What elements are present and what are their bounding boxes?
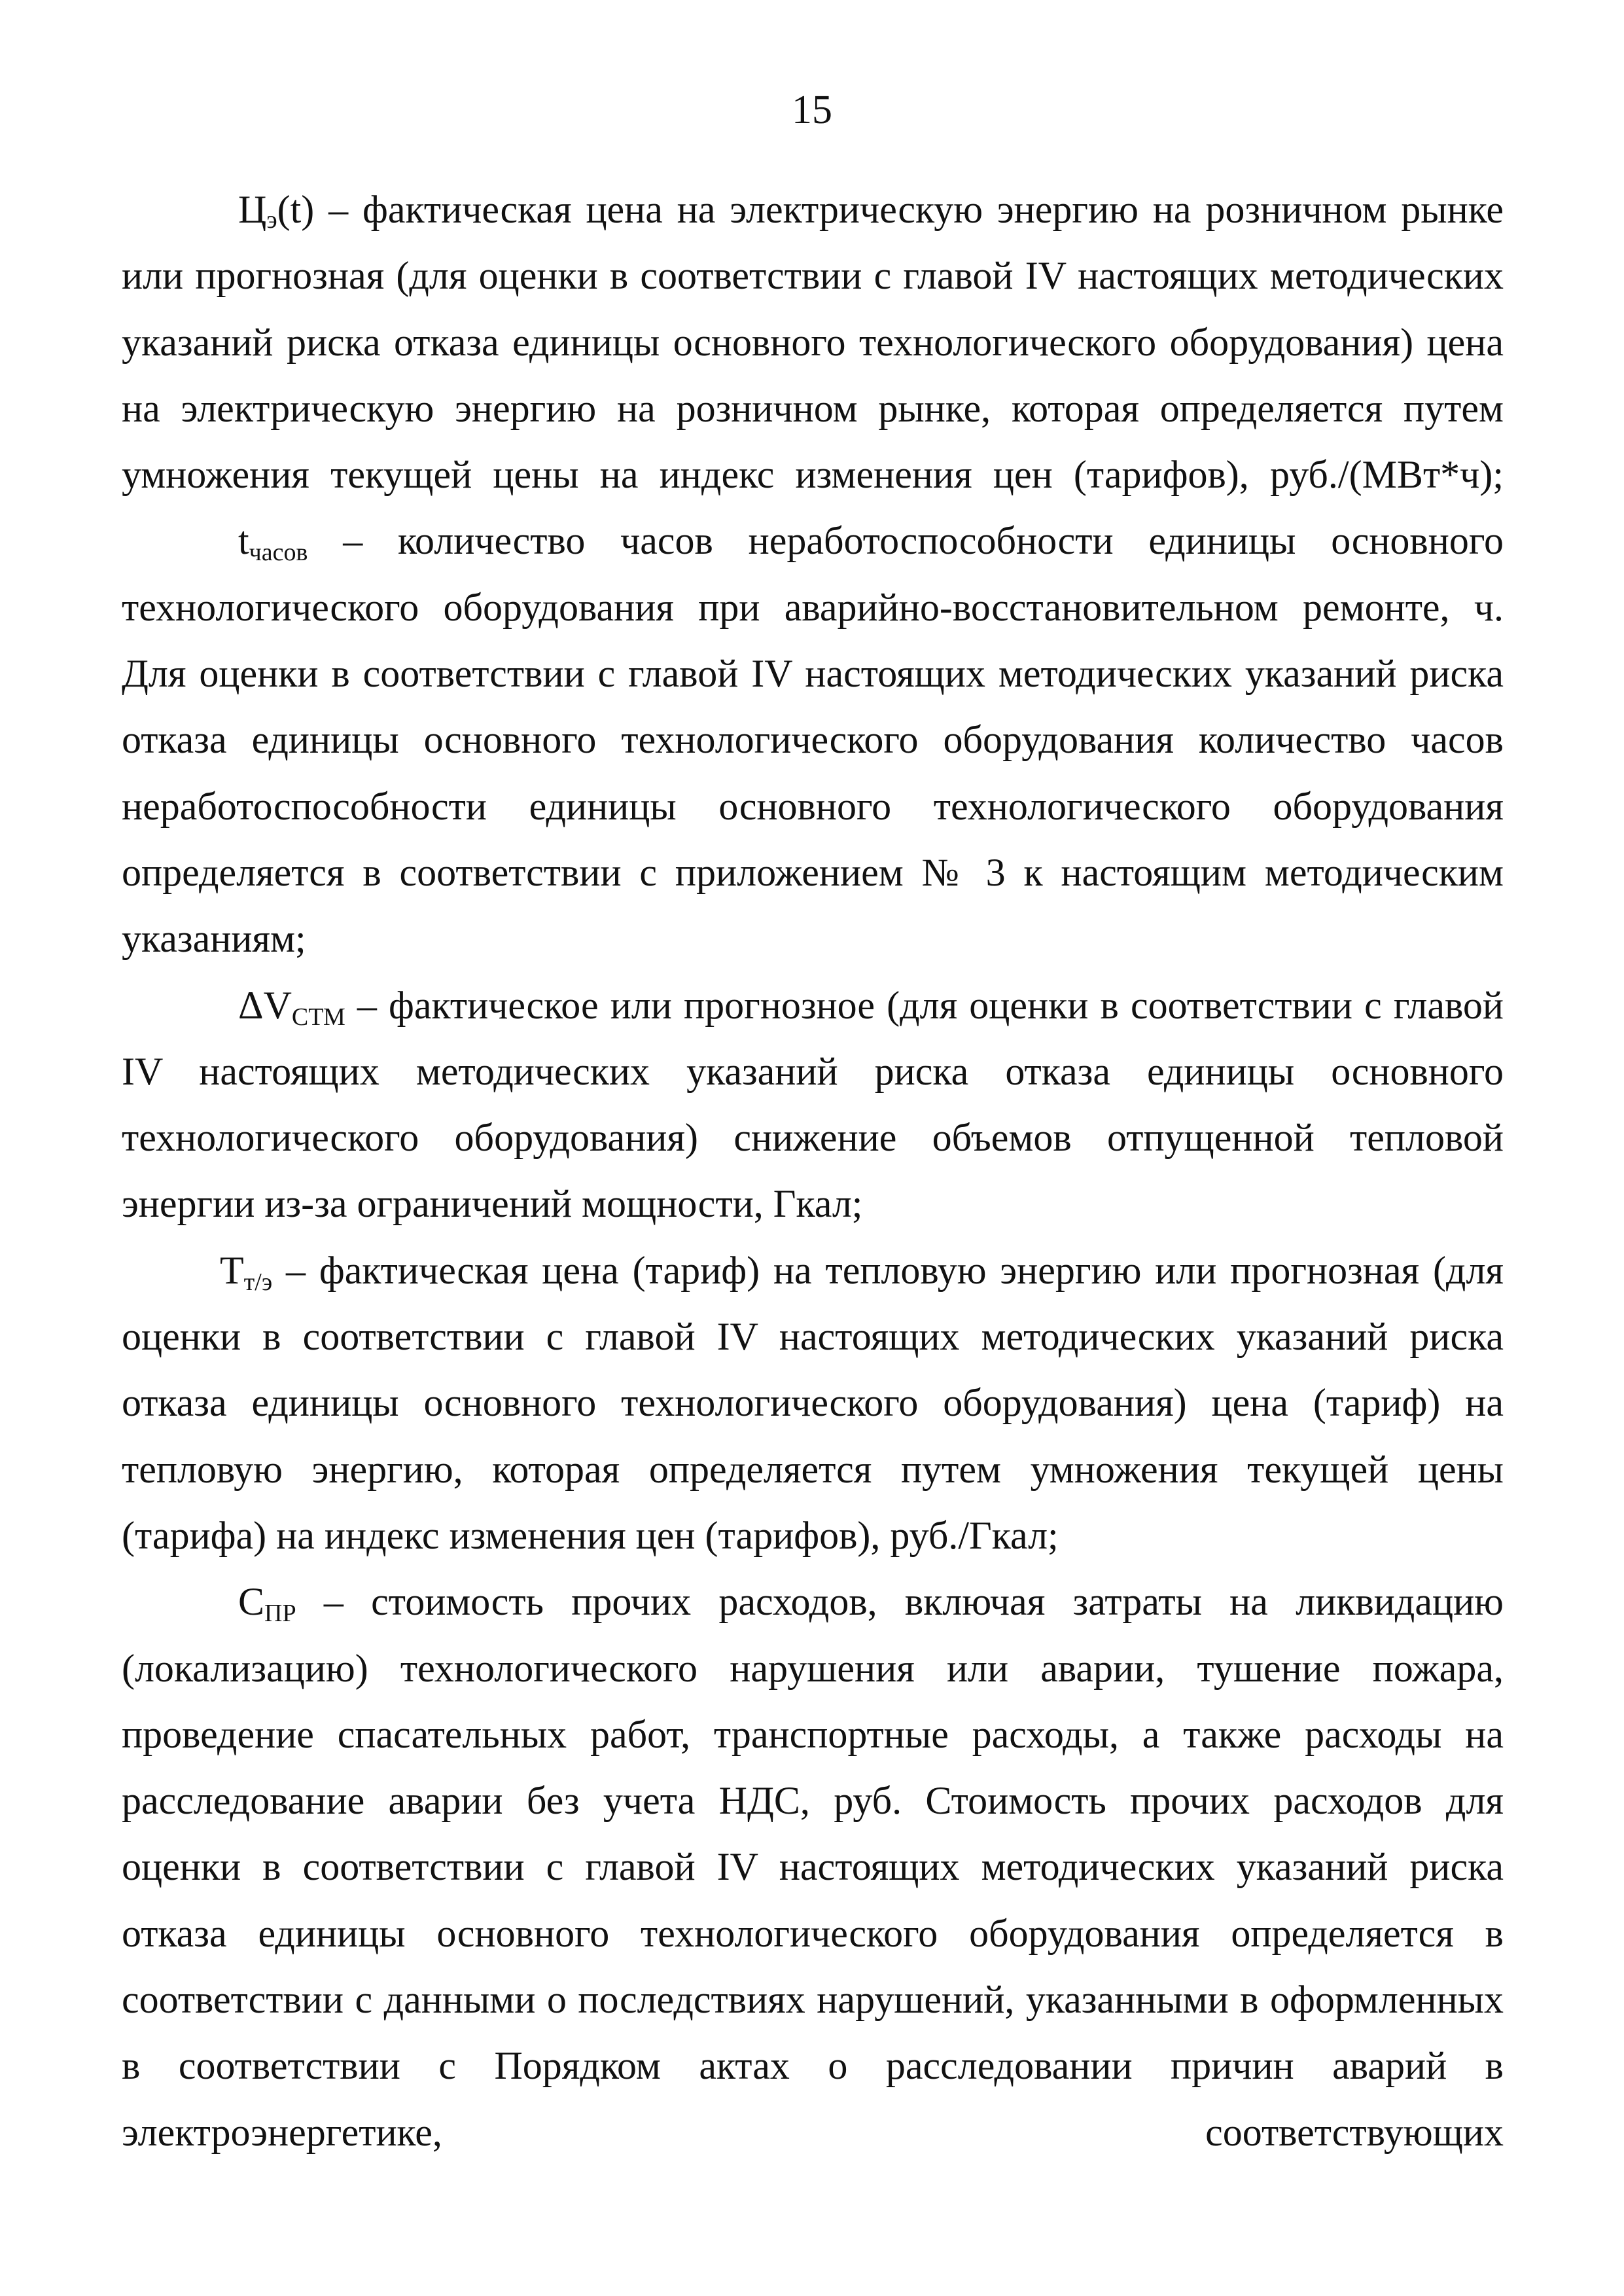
symbol-other-costs: $С_{ПР}$ — [238, 1580, 296, 1628]
paragraph-ce-price — [122, 177, 1504, 508]
paragraph-text: – количество часов неработоспособности единицы основного технологического оборудования при аварийно-восстановительном ремонте, ч. Для оценки в соответствии с главой IV настоящих методических указаний риска отказа единицы основного технологического оборудования количество часов неработоспособности единицы основного технологического оборудования определяется в соответствии с приложением № 3 к настоящим методическим указаниям; — [122, 519, 1504, 961]
paragraph-t-hours — [122, 508, 1504, 972]
paragraph-other-costs — [122, 1569, 1504, 2166]
paragraph-text: – стоимость прочих расходов, включая затраты на ликвидацию (локализацию) технологического нарушения или аварии, тушение пожара, проведение спасательных работ, транспортные расходы, а также расходы на расследование аварии без учета НДС, руб. Стоимость прочих расходов для оценки в соответствии с главой IV настоящих методических указаний риска отказа единицы основного технологического оборудования определяется в соответствии с данными о последствиях нарушений, указанными в оформленных в соответствии с Порядком актах о расследовании причин аварий в электроэнергетике, соответствующих — [122, 1580, 1504, 2154]
paragraph-text: – фактическое или прогнозное (для оценки в соответствии с главой IV настоящих методических указаний риска отказа единицы основного технологического оборудования) снижение объемов отпущенной тепловой энергии из-за ограничений мощности, Гкал; — [122, 983, 1504, 1226]
symbol-delta-v: $\Delta V_{СТМ}$ — [238, 983, 345, 1031]
paragraph-text: – фактическая цена (тариф) на тепловую энергию или прогнозная (для оценки в соответствии с главой IV настоящих методических указаний риска отказа единицы основного технологического оборудования) цена (тариф) на тепловую энергию, которая определяется путем умножения текущей цены (тарифа) на индекс изменения цен (тарифов), руб./Гкал; — [122, 1248, 1504, 1557]
symbol-ce: $Ц_э(t)$ — [238, 188, 315, 234]
body-text — [122, 177, 1504, 2166]
page-number: 15 — [792, 88, 832, 132]
symbol-heat-tariff: $Т_{т/э}$ — [220, 1248, 273, 1296]
symbol-t-hours: $t_{часов}$ — [238, 519, 308, 567]
paragraph-delta-v — [122, 973, 1504, 1238]
paragraph-text: – фактическая цена на электрическую энергию на розничном рынке или прогнозная (для оценки в соответствии с главой IV настоящих методических указаний риска отказа единицы основного технологического оборудования) цена на электрическую энергию на розничном рынке, которая определяется путем умножения текущей цены на индекс изменения цен (тарифов), руб./(МВт*ч); — [122, 188, 1504, 497]
paragraph-heat-tariff — [122, 1238, 1504, 1569]
